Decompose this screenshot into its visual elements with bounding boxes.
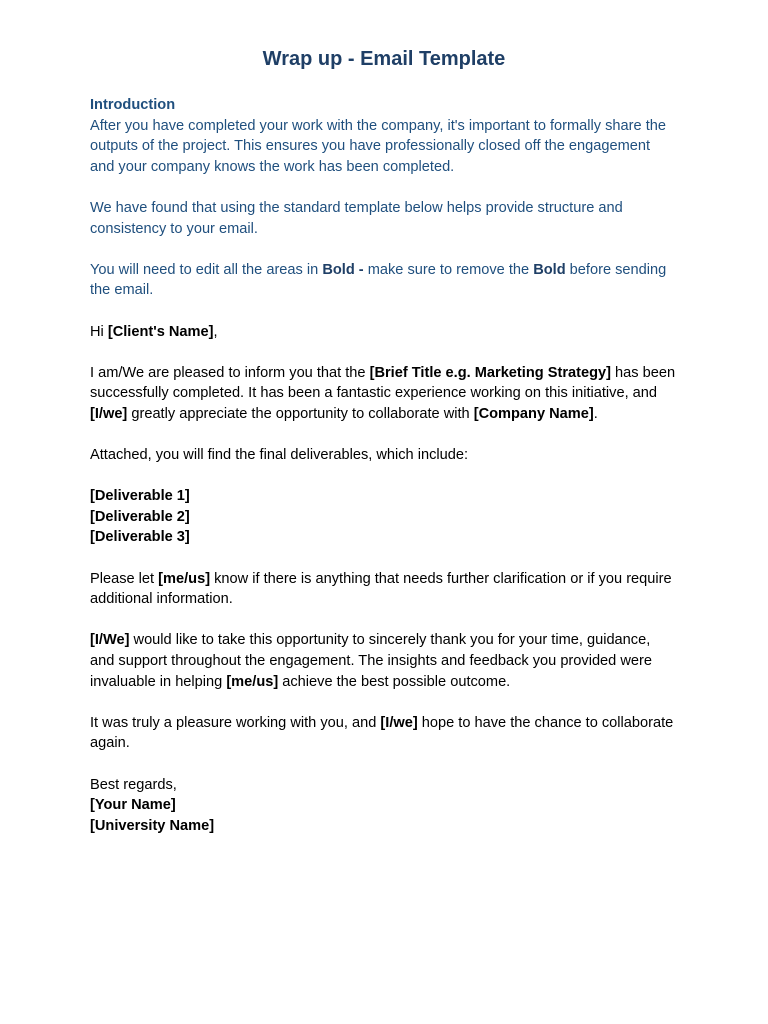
- email-template-body: [90, 322, 678, 837]
- closing-line: Best regards,: [90, 776, 177, 793]
- document-title: Wrap up - Email Template: [262, 48, 506, 70]
- placeholder-deliverable: [Deliverable 3]: [90, 529, 190, 546]
- placeholder-university-name: [University Name]: [90, 817, 215, 834]
- placeholder-i-we: [I/we]: [380, 714, 418, 731]
- deliverable-item: [90, 486, 678, 507]
- placeholder-me-us: [me/us]: [158, 570, 211, 587]
- body-text: Please let: [90, 570, 159, 587]
- introduction-heading: Introduction: [90, 97, 176, 113]
- intro-text: before sending the email.: [90, 261, 667, 299]
- email-greeting: [90, 322, 678, 343]
- body-text: would like to take this opportunity to sincerely thank you for your time, guidance, and support throughout the engagement. The insights and feedback you provided were invaluable in helping: [90, 632, 652, 690]
- intro-paragraph-3: [90, 260, 678, 301]
- email-paragraph-completion: [90, 363, 678, 425]
- placeholder-me-us: [me/us]: [226, 673, 279, 690]
- body-text: It was truly a pleasure working with you, and: [90, 714, 381, 731]
- deliverables-list: [90, 486, 678, 548]
- email-signoff: [90, 775, 678, 837]
- signature-university: [90, 816, 678, 837]
- deliverable-item: [90, 527, 678, 548]
- body-text: greatly appreciate the opportunity to collaborate with: [127, 405, 474, 422]
- signature-name: [90, 795, 678, 816]
- intro-text: You will need to edit all the areas in: [90, 261, 323, 278]
- bold-marker: Bold -: [322, 261, 364, 278]
- placeholder-company-name: [Company Name]: [473, 405, 594, 422]
- body-text: has been successfully completed. It has been a fantastic experience working on this initiative, and: [90, 364, 676, 402]
- body-text: achieve the best possible outcome.: [278, 673, 511, 690]
- intro-paragraph-2: We have found that using the standard template below helps provide structure and consistency to your email.: [90, 199, 623, 237]
- body-text: know if there is anything that needs further clarification or if you require additional information.: [90, 570, 672, 608]
- email-attached-line: Attached, you will find the final deliverables, which include:: [90, 447, 469, 464]
- greeting-text: ,: [213, 323, 218, 340]
- body-text: hope to have the chance to collaborate again.: [90, 714, 674, 752]
- email-paragraph-thanks: [90, 630, 678, 692]
- placeholder-i-we: [I/We]: [90, 632, 130, 649]
- introduction-section: [90, 95, 678, 301]
- deliverable-item: [90, 507, 678, 528]
- body-text: I am/We are pleased to inform you that the: [90, 364, 370, 381]
- body-text: .: [593, 405, 598, 422]
- email-paragraph-pleasure: [90, 713, 678, 754]
- intro-paragraph-1: After you have completed your work with the company, it's important to formally share the outputs of the project. This ensures you have professionally closed off the engagement and your company knows the work has been completed.: [90, 117, 666, 175]
- placeholder-client-name: [Client's Name]: [107, 323, 214, 340]
- bold-marker: Bold: [533, 261, 566, 278]
- greeting-text: Hi: [90, 323, 108, 340]
- intro-text: make sure to remove the: [363, 261, 534, 278]
- placeholder-i-we: [I/we]: [90, 405, 128, 422]
- placeholder-your-name: [Your Name]: [90, 797, 176, 814]
- placeholder-deliverable: [Deliverable 2]: [90, 508, 190, 525]
- placeholder-brief-title: [Brief Title e.g. Marketing Strategy]: [369, 364, 611, 381]
- placeholder-deliverable: [Deliverable 1]: [90, 488, 190, 505]
- email-paragraph-clarification: [90, 569, 678, 610]
